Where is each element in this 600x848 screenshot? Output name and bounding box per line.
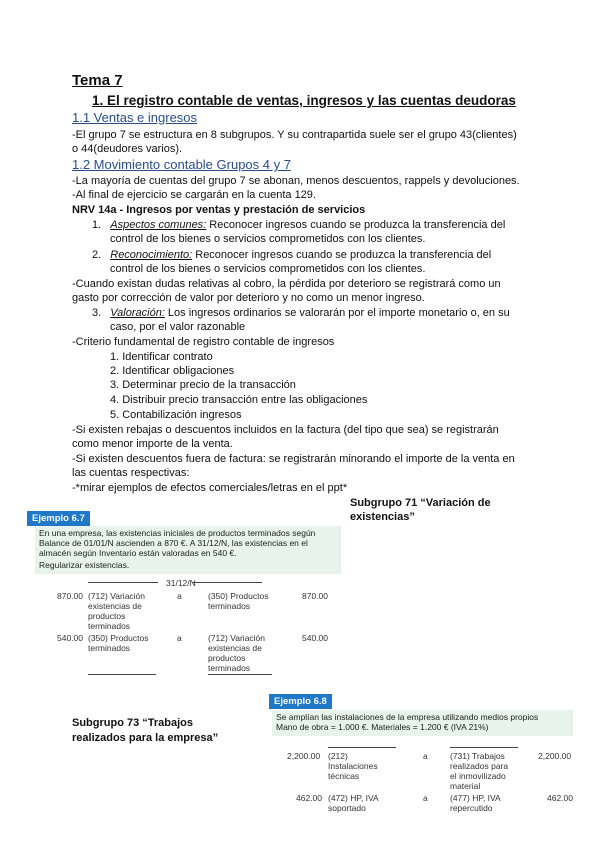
- section-heading: 1. El registro contable de ventas, ingresos y las cuentas deudoras: [92, 93, 516, 108]
- paragraph-line: o 44(deudores varios).: [72, 143, 183, 155]
- entry-debit: (350) Productos terminados: [88, 633, 149, 653]
- list-number: 3.: [92, 307, 102, 319]
- list-text: Los ingresos ordinarios se valorarán por el importe monetario o, en su: [164, 307, 510, 319]
- entry-debit: (472) HP, IVA soportado: [328, 793, 379, 813]
- entry-amount: 870.00: [302, 591, 328, 601]
- entry-debit: (212) Instalaciones técnicas: [328, 751, 378, 781]
- entry-debit: (712) Variación existencias de productos terminados: [88, 591, 146, 631]
- subgroup-71-heading: Subgrupo 71 “Variación de: [350, 497, 491, 509]
- paragraph-line: -Al final de ejercicio se cargarán en la cuenta 129.: [72, 189, 316, 201]
- example-label: Ejemplo 6.7: [27, 511, 90, 526]
- rule-line: [88, 674, 156, 675]
- entry-credit: (731) Trabajos realizados para el inmovilizado material: [450, 751, 509, 791]
- paragraph-line: -El grupo 7 se estructura en 8 subgrupos. Y su contrapartida suele ser el grupo 43(clientes): [72, 129, 517, 141]
- paragraph-line: -La mayoría de cuentas del grupo 7 se abonan, menos descuentos, rappels y devoluciones.: [72, 175, 520, 187]
- rule-line: [208, 674, 272, 675]
- example-text: Balance de 01/01/N ascienden a 870 €. A 31/12/N, las existencias en el: [39, 538, 308, 548]
- paragraph-line: -Si existen rebajas o descuentos incluidos en la factura (del tipo que sea) se registrarán: [72, 424, 499, 436]
- entry-amount: 870.00: [57, 591, 83, 601]
- paragraph-line: -Cuando existan dudas relativas al cobro, la pérdida por deterioro se registrará como un: [72, 278, 501, 290]
- step-item: 3. Determinar precio de la transacción: [110, 379, 296, 391]
- list-item: [92, 218, 505, 232]
- example-text: En una empresa, las existencias iniciales de productos terminados según: [39, 528, 316, 538]
- list-item: [92, 306, 510, 320]
- paragraph-line: gasto por corrección de valor por deterioro y no como un menor ingreso.: [72, 292, 425, 304]
- step-item: 1. Identificar contrato: [110, 351, 213, 363]
- subgroup-73-heading: Subgrupo 73 “Trabajos: [72, 717, 194, 729]
- subsection-heading-1-1: 1.1 Ventas e ingresos: [72, 110, 198, 125]
- step-item: 2. Identificar obligaciones: [110, 365, 235, 377]
- list-text: caso, por el valor razonable: [110, 321, 246, 333]
- list-key: Aspectos comunes:: [110, 219, 207, 231]
- entry-credit: (477) HP, IVA repercutido: [450, 793, 501, 813]
- example-text: Mano de obra = 1.000 €. Materiales = 1.200 € (IVA 21%): [276, 722, 489, 732]
- rule-line: [450, 747, 518, 748]
- example-box: [35, 526, 341, 574]
- example-text: almacén según Inventario están valoradas en 540 €.: [39, 548, 237, 558]
- entry-amount: 540.00: [57, 633, 83, 643]
- paragraph-line: -*mirar ejemplos de efectos comerciales/letras en el ppt*: [72, 482, 348, 494]
- list-text: control de los bienes o servicios comprometidos con los clientes.: [110, 233, 426, 245]
- entry-amount: 2,200.00: [287, 751, 321, 761]
- list-text: Reconocer ingresos cuando se produzca la transferencia del: [192, 249, 492, 261]
- paragraph-line: -Criterio fundamental de registro contable de ingresos: [72, 336, 335, 348]
- rule-line: [88, 582, 158, 583]
- paragraph-line: -Si existen descuentos fuera de factura: se registrarán minorando el importe de la venta en: [72, 453, 515, 465]
- list-item: [92, 248, 491, 262]
- list-key: Valoración:: [110, 307, 165, 319]
- entry-connector: a: [423, 793, 428, 803]
- step-item: 5. Contabilización ingresos: [110, 409, 242, 421]
- entry-connector: a: [177, 633, 182, 643]
- rule-line: [192, 582, 262, 583]
- list-number: 1.: [92, 219, 102, 231]
- entry-amount: 540.00: [302, 633, 328, 643]
- subsection-heading-1-2: 1.2 Movimiento contable Grupos 4 y 7: [72, 157, 291, 172]
- step-item: 4. Distribuir precio transacción entre las obligaciones: [110, 394, 368, 406]
- paragraph-line: como menor importe de la venta.: [72, 438, 233, 450]
- entry-date: 31/12/N: [166, 578, 196, 588]
- rule-line: [328, 747, 396, 748]
- paragraph-line: las cuentas respectivas:: [72, 467, 190, 479]
- entry-amount: 462.00: [296, 793, 322, 803]
- page-title: Tema 7: [72, 72, 123, 89]
- example-text: Regularizar existencias.: [39, 560, 130, 570]
- entry-connector: a: [177, 591, 182, 601]
- entry-credit: (712) Variación existencias de productos terminados: [208, 633, 266, 673]
- list-text: Reconocer ingresos cuando se produzca la transferencia del: [206, 219, 506, 231]
- subgroup-71-heading: existencias”: [350, 511, 415, 523]
- example-label: Ejemplo 6.8: [269, 694, 332, 709]
- list-key: Reconocimiento:: [110, 249, 193, 261]
- entry-credit: (350) Productos terminados: [208, 591, 269, 611]
- subgroup-73-heading: realizados para la empresa”: [72, 732, 219, 744]
- example-text: Se amplían las instalaciones de la empresa utilizando medios propios: [276, 712, 539, 722]
- list-number: 2.: [92, 249, 102, 261]
- list-text: control de los bienes o servicios comprometidos con los clientes.: [110, 263, 426, 275]
- nrv-heading: NRV 14a - Ingresos por ventas y prestación de servicios: [72, 204, 366, 216]
- entry-amount: 462.00: [547, 793, 573, 803]
- entry-amount: 2,200.00: [538, 751, 572, 761]
- entry-connector: a: [423, 751, 428, 761]
- example-box: [272, 710, 573, 736]
